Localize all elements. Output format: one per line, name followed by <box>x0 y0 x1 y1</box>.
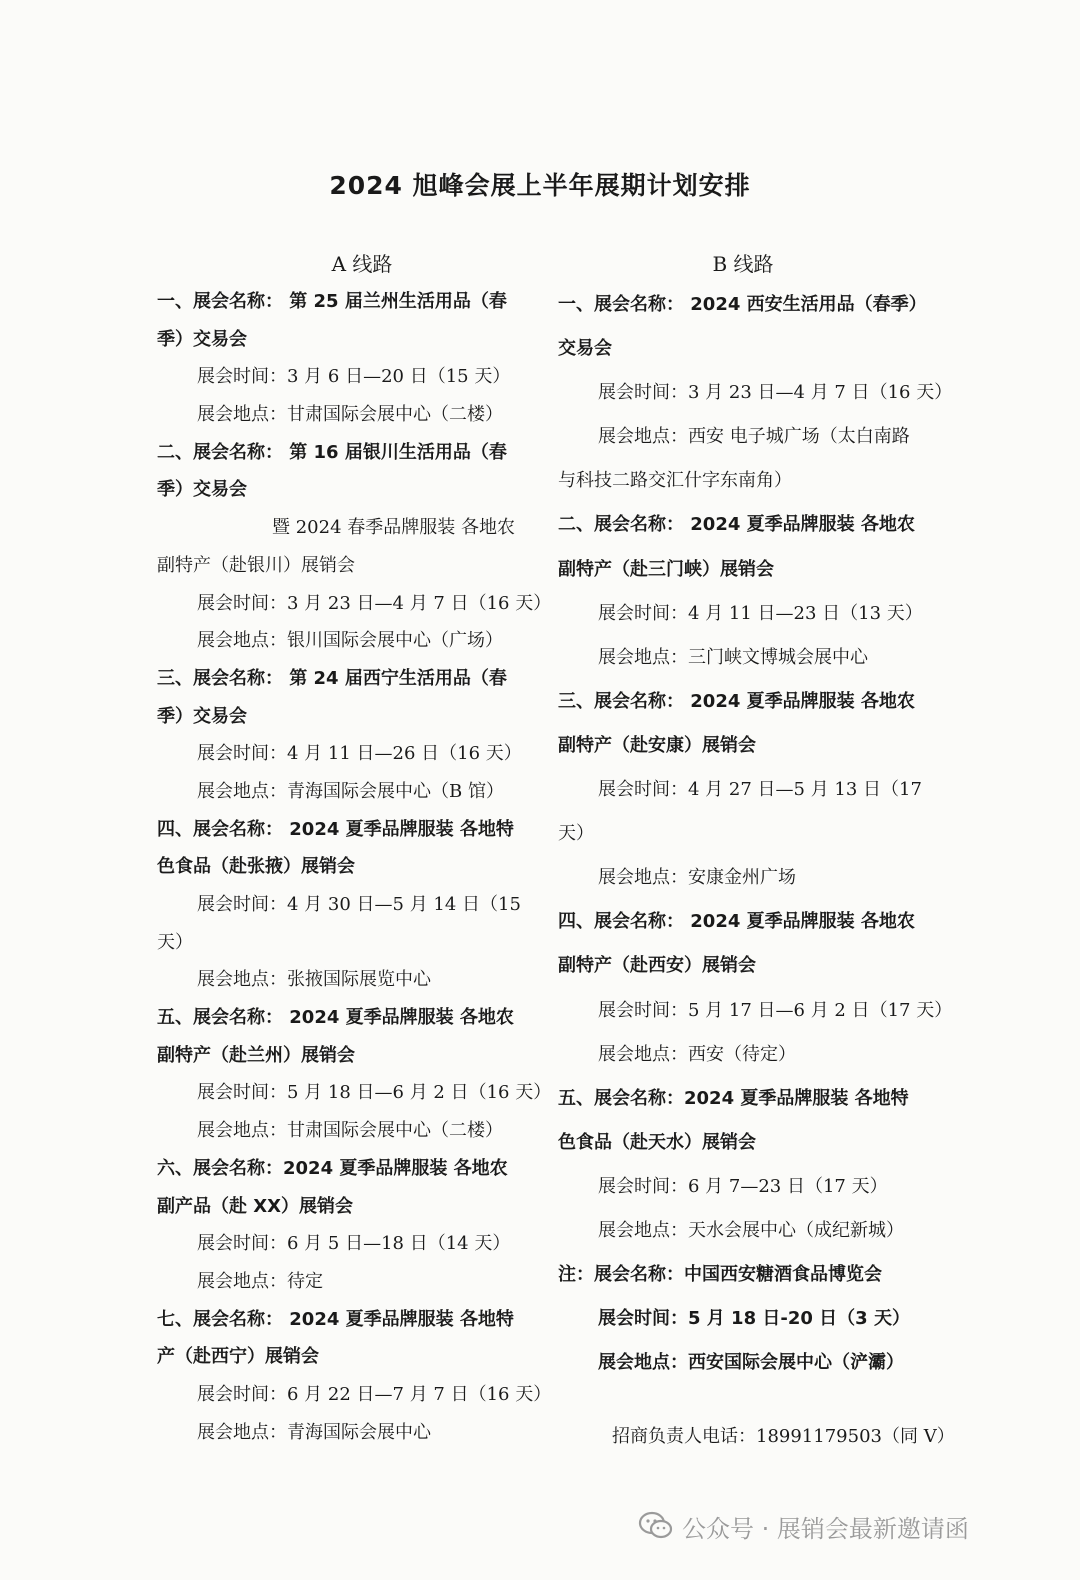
watermark <box>638 1508 969 1544</box>
route-b-line: 三、展会名称： 2024 夏季品牌服装 各地农 <box>558 690 915 712</box>
route-b-line: 天） <box>558 823 594 845</box>
route-b-line: 一、展会名称： 2024 西安生活用品（春季） <box>558 294 927 315</box>
watermark-text: 公众号 · 展销会最新邀请函 <box>682 1514 969 1543</box>
route-a-line: 展会时间：5 月 18 日—6 月 2 日（16 天） <box>197 1082 552 1104</box>
route-a-line: 展会时间：3 月 6 日—20 日（15 天） <box>197 366 511 388</box>
route-b-line: 展会时间：6 月 7—23 日（17 天） <box>598 1175 888 1197</box>
route-b-line: 交易会 <box>558 338 612 360</box>
route-a-line: 季）交易会 <box>157 479 247 501</box>
route-a-line: 季）交易会 <box>157 705 247 727</box>
route-a-line: 五、展会名称： 2024 夏季品牌服装 各地农 <box>157 1007 514 1029</box>
route-a-line: 产（赴西宁）展销会 <box>157 1346 319 1368</box>
route-a-lines <box>157 283 552 1451</box>
route-b-line: 五、展会名称：2024 夏季品牌服装 各地特 <box>558 1087 909 1109</box>
route-a-line: 展会时间：4 月 30 日—5 月 14 日（15 <box>197 894 521 915</box>
route-b-line: 展会地点：西安国际会展中心（浐灞） <box>598 1352 904 1374</box>
route-a-line: 副特产（赴银川）展销会 <box>157 554 355 576</box>
route-a-line: 展会地点：青海国际会展中心 <box>197 1421 431 1443</box>
contact-phone: 招商负责人电话：18991179503（同 V） <box>612 1426 955 1447</box>
route-a-line: 展会时间：6 月 5 日—18 日（14 天） <box>197 1233 511 1255</box>
route-b-column <box>558 248 953 1385</box>
route-b-line: 副特产（赴西安）展销会 <box>558 955 756 977</box>
route-a-line: 季）交易会 <box>157 328 247 350</box>
route-a-line: 三、展会名称： 第 24 届西宁生活用品（春 <box>157 667 507 689</box>
route-b-line: 展会时间：3 月 23 日—4 月 7 日（16 天） <box>598 382 953 404</box>
route-a-line: 展会地点：待定 <box>197 1270 323 1292</box>
route-b-line: 展会时间：5 月 17 日—6 月 2 日（17 天） <box>598 999 953 1021</box>
route-a-heading: A 线路 <box>331 252 393 276</box>
route-a-line: 一、展会名称： 第 25 届兰州生活用品（春 <box>157 291 507 312</box>
route-a-line: 副产品（赴 XX）展销会 <box>157 1195 354 1217</box>
route-a-line: 四、展会名称： 2024 夏季品牌服装 各地特 <box>157 818 514 840</box>
route-b-lines <box>558 283 953 1385</box>
route-b-line: 展会时间：5 月 18 日-20 日（3 天） <box>598 1308 910 1330</box>
route-a-line: 展会时间：4 月 11 日—26 日（16 天） <box>197 743 522 765</box>
route-a-line: 七、展会名称： 2024 夏季品牌服装 各地特 <box>157 1308 514 1330</box>
route-b-line: 展会地点：西安 电子城广场（太白南路 <box>598 426 910 448</box>
route-b-line: 副特产（赴安康）展销会 <box>558 734 756 756</box>
route-a-line: 色食品（赴张掖）展销会 <box>157 856 355 878</box>
wechat-icon <box>638 1511 674 1541</box>
route-b-line: 展会时间：4 月 27 日—5 月 13 日（17 <box>598 779 922 801</box>
route-a-line: 天） <box>157 931 193 953</box>
route-a-line: 展会地点：甘肃国际会展中心（二楼） <box>197 1120 503 1142</box>
route-a-line: 副特产（赴兰州）展销会 <box>157 1044 355 1066</box>
route-a-line: 展会地点：甘肃国际会展中心（二楼） <box>197 404 503 426</box>
route-b-line: 展会地点：天水会展中心（成纪新城） <box>598 1219 904 1241</box>
route-b-heading: B 线路 <box>712 252 774 276</box>
route-a-line: 二、展会名称： 第 16 届银川生活用品（春 <box>157 441 507 463</box>
route-a-line: 展会地点：张掖国际展览中心 <box>197 969 431 991</box>
route-b-line: 展会地点：三门峡文博城会展中心 <box>598 646 868 668</box>
route-b-line: 与科技二路交汇什字东南角） <box>558 470 792 492</box>
route-a-line: 展会时间：3 月 23 日—4 月 7 日（16 天） <box>197 592 552 614</box>
route-b-line: 色食品（赴天水）展销会 <box>558 1131 756 1153</box>
route-a-column <box>157 248 552 1451</box>
route-b-line: 展会地点：安康金州广场 <box>598 867 796 889</box>
route-b-line: 副特产（赴三门峡）展销会 <box>558 558 774 580</box>
route-a-line: 展会地点：银川国际会展中心（广场） <box>197 630 503 652</box>
route-b-line: 四、展会名称： 2024 夏季品牌服装 各地农 <box>558 911 915 933</box>
route-a-line: 暨 2024 春季品牌服装 各地农 <box>272 517 515 539</box>
page-title: 2024 旭峰会展上半年展期计划安排 <box>329 171 751 200</box>
route-b-line: 展会时间：4 月 11 日—23 日（13 天） <box>598 602 923 624</box>
route-a-line: 六、展会名称：2024 夏季品牌服装 各地农 <box>157 1157 508 1179</box>
route-a-line: 展会地点：青海国际会展中心（B 馆） <box>197 780 504 802</box>
route-b-line: 注：展会名称：中国西安糖酒食品博览会 <box>558 1264 882 1286</box>
route-b-line: 二、展会名称： 2024 夏季品牌服装 各地农 <box>558 514 915 536</box>
route-b-line: 展会地点：西安（待定） <box>598 1043 796 1065</box>
route-a-line: 展会时间：6 月 22 日—7 月 7 日（16 天） <box>197 1383 552 1405</box>
